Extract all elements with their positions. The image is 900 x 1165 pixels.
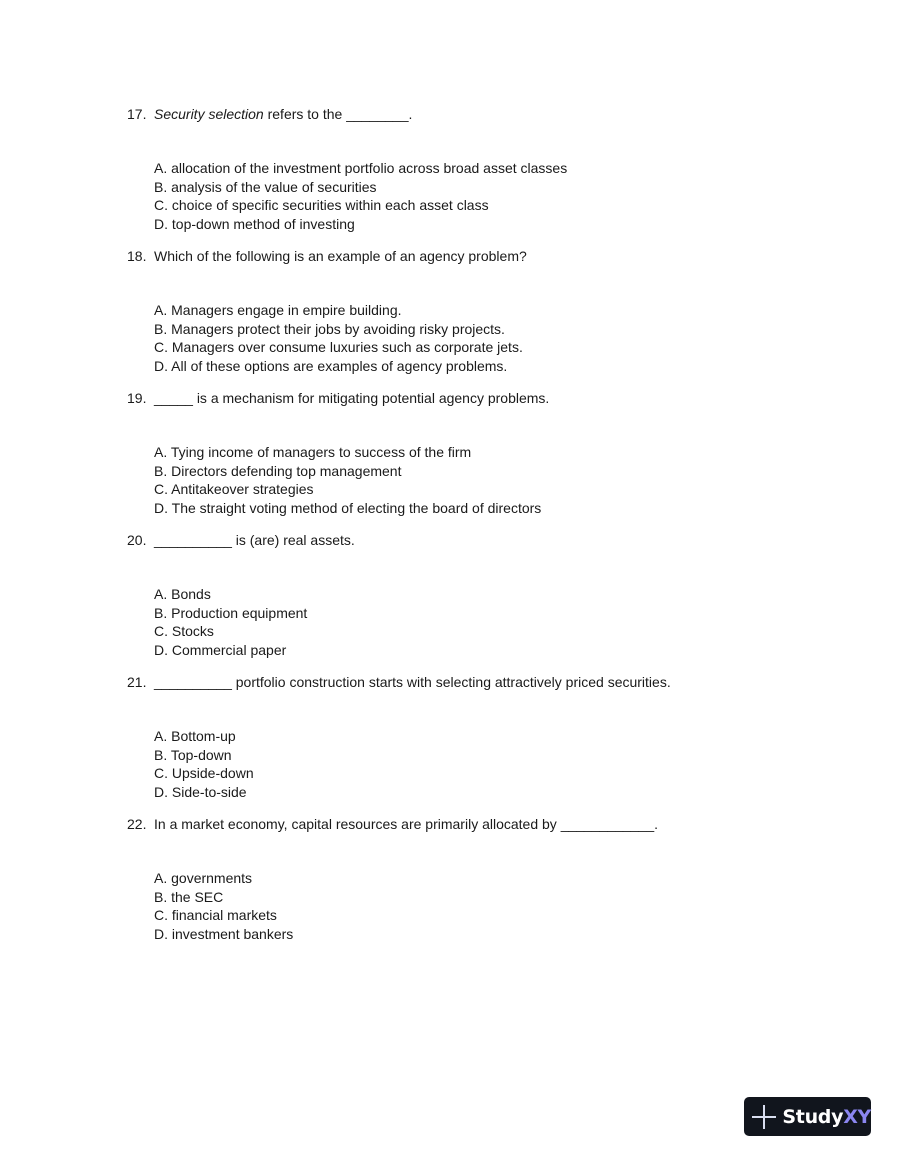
question-number: 20.: [127, 532, 147, 548]
question-stem: [127, 106, 847, 123]
answer-option-d: D. top-down method of investing: [154, 215, 355, 232]
question-17: [127, 106, 847, 233]
question-number: 19.: [127, 390, 147, 406]
answer-option-c: C. financial markets: [154, 907, 277, 924]
question-text: _____ is a mechanism for mitigating potential agency problems.: [154, 390, 550, 406]
answer-option-d: D. All of these options are examples of agency problems.: [154, 357, 508, 374]
answer-options: [154, 585, 847, 659]
answer-option-a: A. allocation of the investment portfolio across broad asset classes: [154, 160, 568, 176]
question-20: [127, 532, 847, 659]
answer-option-b: B. the SEC: [154, 888, 224, 905]
question-22: [127, 816, 847, 943]
answer-option-c: C. Antitakeover strategies: [154, 481, 314, 498]
question-text: refers to the ________.: [263, 106, 413, 122]
answer-option-a: A. Managers engage in empire building.: [154, 302, 402, 318]
answer-options: [154, 869, 847, 943]
question-text: In a market economy, capital resources are primarily allocated by ____________.: [154, 816, 659, 832]
answer-option-b: B. Directors defending top management: [154, 462, 402, 479]
question-21: [127, 674, 847, 801]
answer-option-d: D. The straight voting method of electing the board of directors: [154, 499, 542, 516]
answer-option-b: B. analysis of the value of securities: [154, 178, 377, 195]
question-number: 22.: [127, 816, 147, 832]
plus-icon: [752, 1105, 775, 1129]
question-stem: [127, 532, 847, 549]
answer-option-a: A. Tying income of managers to success of the firm: [154, 444, 472, 460]
question-number: 17.: [127, 106, 147, 122]
question-text: __________ portfolio construction starts with selecting attractively priced securities.: [154, 674, 671, 690]
answer-option-c: C. Stocks: [154, 623, 214, 640]
answer-options: [154, 301, 847, 375]
answer-option-a: A. Bottom-up: [154, 728, 236, 744]
answer-option-d: D. Side-to-side: [154, 783, 247, 800]
answer-options: [154, 443, 847, 517]
answer-option-b: B. Managers protect their jobs by avoiding risky projects.: [154, 320, 505, 337]
answer-option-b: B. Top-down: [154, 746, 232, 763]
question-italic-term: Security selection: [154, 106, 264, 122]
question-stem: [127, 674, 847, 691]
answer-options: [154, 727, 847, 801]
answer-option-a: A. governments: [154, 870, 253, 886]
answer-option-b: B. Production equipment: [154, 604, 308, 621]
answer-option-d: D. investment bankers: [154, 925, 294, 942]
question-19: [127, 390, 847, 517]
answer-option-a: A. Bonds: [154, 586, 211, 602]
question-stem: [127, 248, 847, 265]
studyxy-logo-badge[interactable]: [744, 1097, 871, 1136]
answer-option-c: C. choice of specific securities within each asset class: [154, 197, 489, 214]
answer-option-c: C. Managers over consume luxuries such as corporate jets.: [154, 339, 523, 356]
question-text: __________ is (are) real assets.: [154, 532, 355, 548]
question-stem: [127, 816, 847, 833]
answer-option-c: C. Upside-down: [154, 765, 254, 782]
question-number: 21.: [127, 674, 147, 690]
question-number: 18.: [127, 248, 147, 264]
question-18: [127, 248, 847, 375]
answer-options: [154, 159, 847, 233]
answer-option-d: D. Commercial paper: [154, 641, 287, 658]
logo-wordmark: StudyXY: [782, 1105, 871, 1128]
question-stem: [127, 390, 847, 407]
question-text: Which of the following is an example of an agency problem?: [154, 248, 527, 264]
